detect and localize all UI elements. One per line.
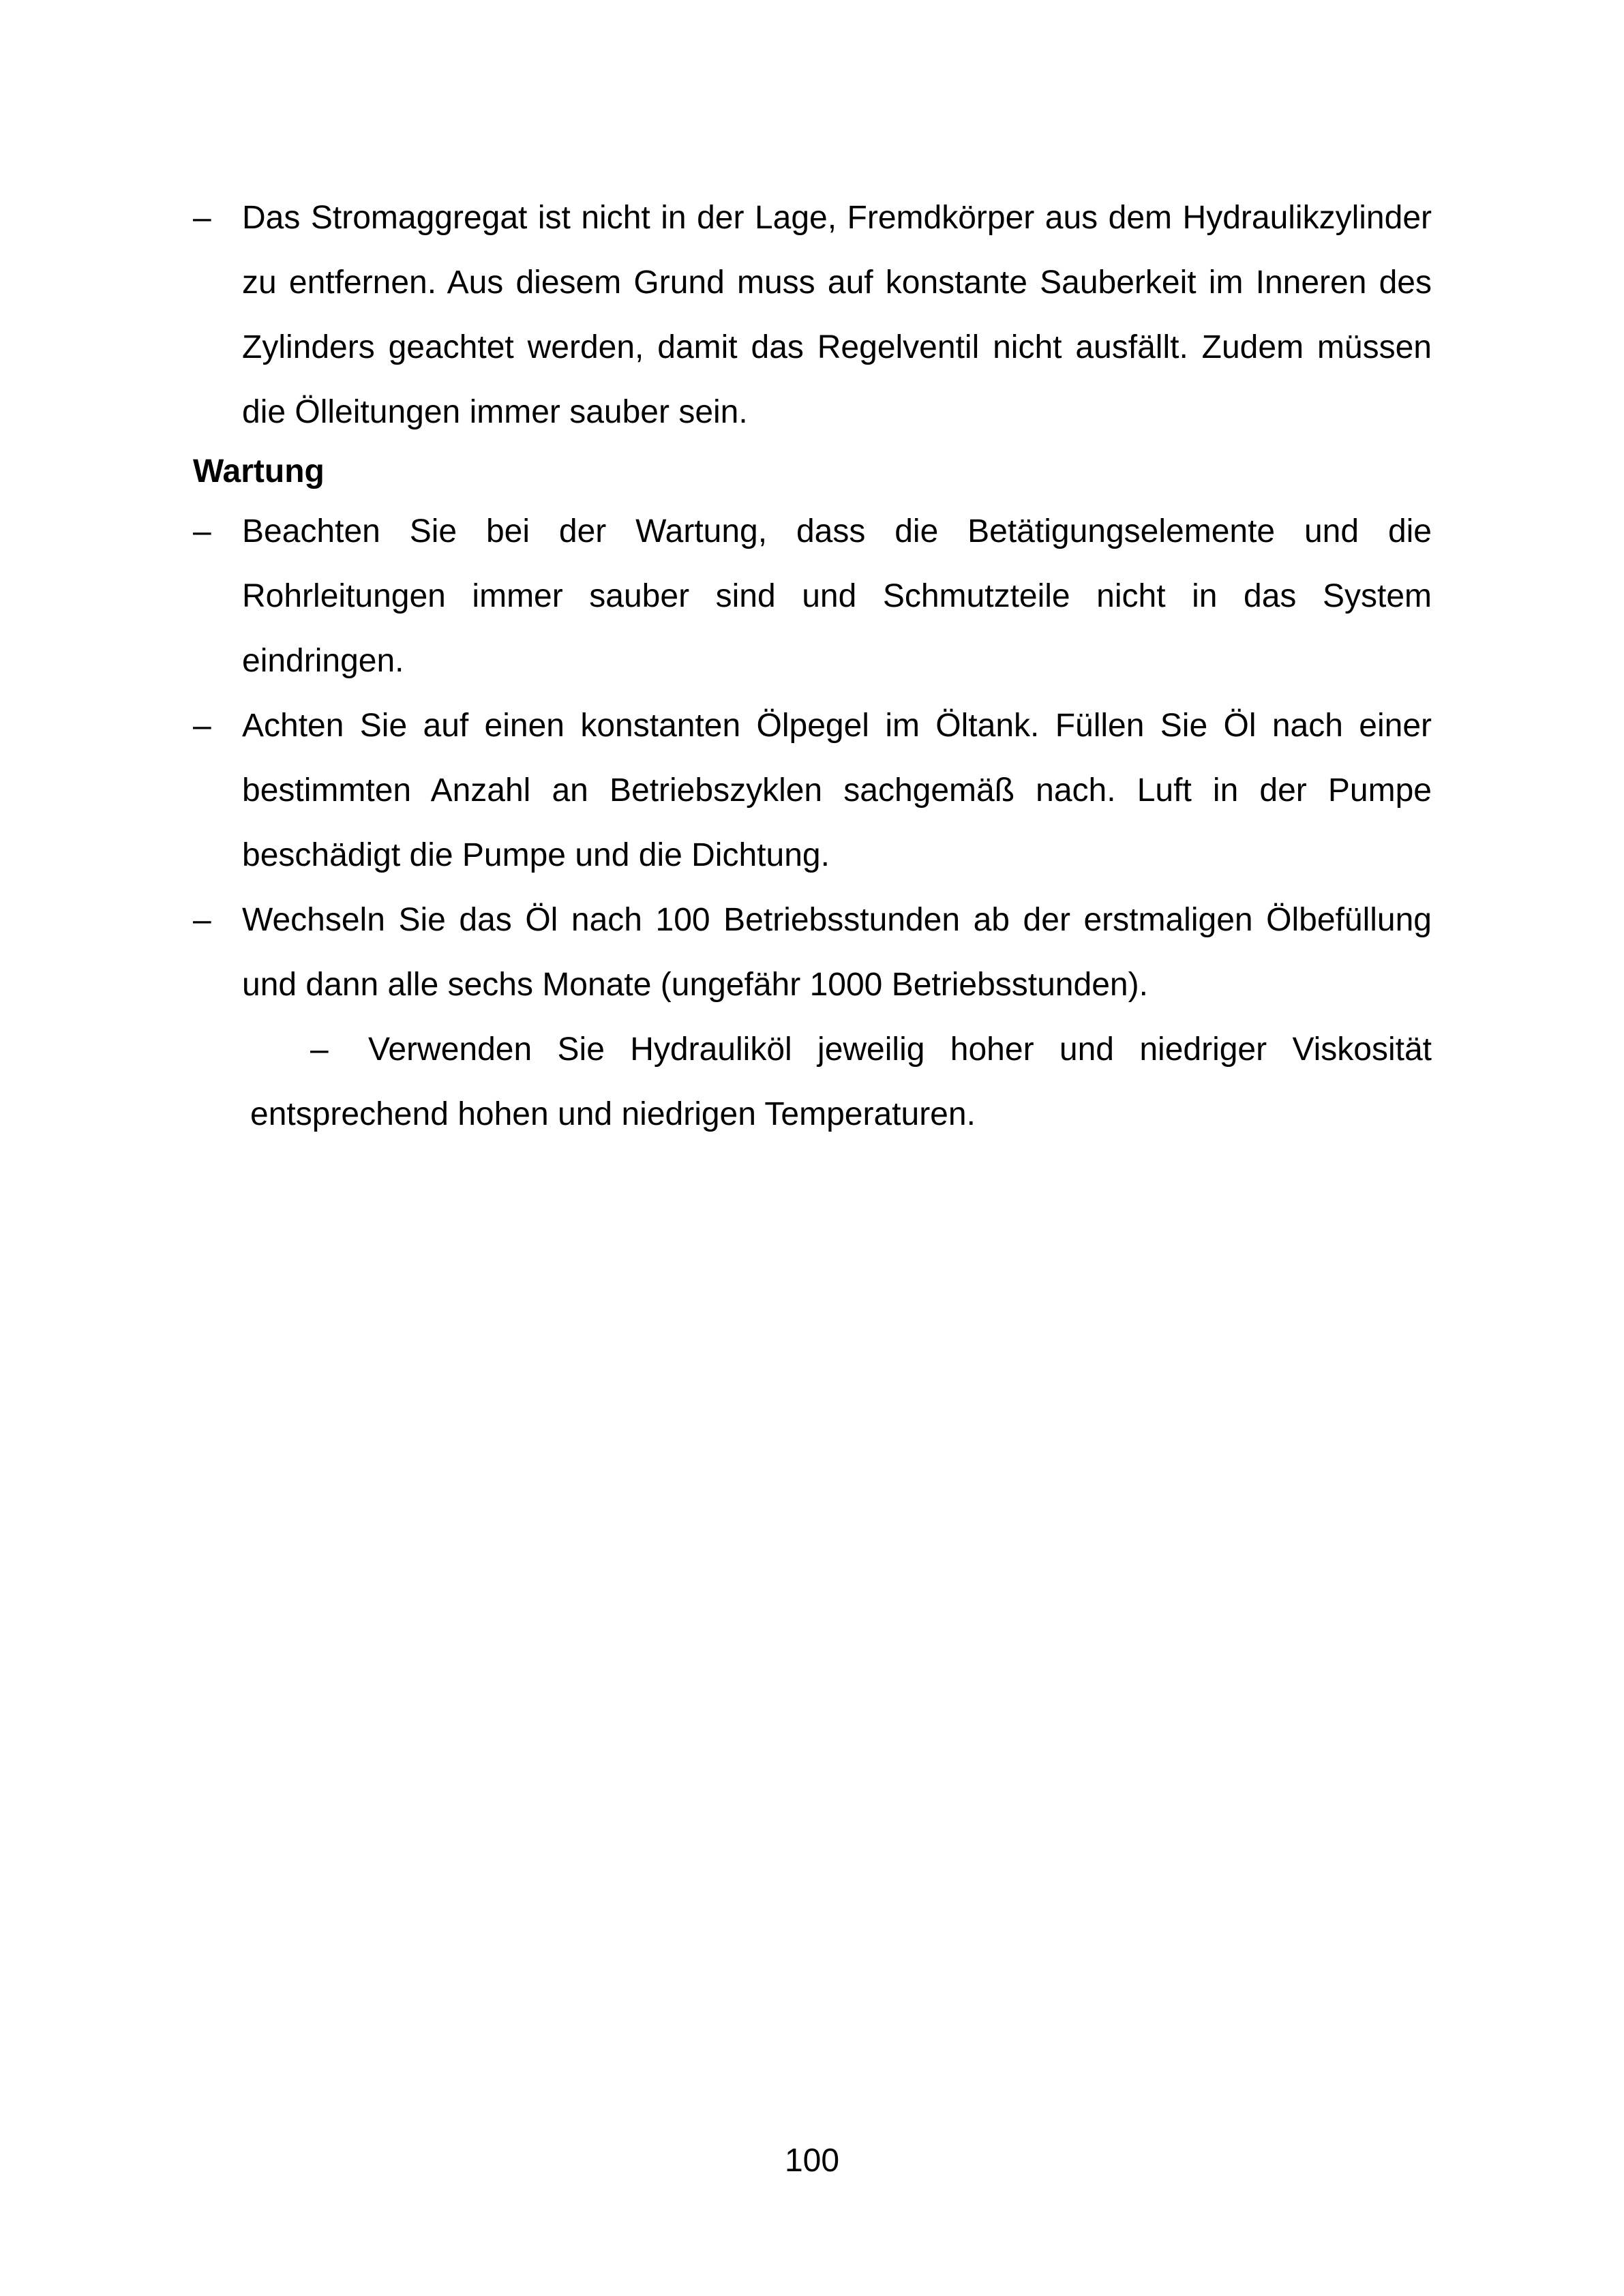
bullet-dash: – [193,513,211,549]
bullet-text: Wechseln Sie das Öl nach 100 Betriebsstunden ab der erstmaligen Ölbefüllung und dann alle sechs Monate (ungefähr 1000 Betriebsstunden). [242,902,1432,1003]
bullet-dash: – [193,200,211,236]
bullet-text: Das Stromaggregat ist nicht in der Lage, Fremdkörper aus dem Hydraulikzylinder zu entfernen. Aus diesem Grund muss auf konstante Sauberkeit im Inneren des Zylinders geachtet werden, damit das Regelventil nicht ausfällt. Zudem müssen die Ölleitungen immer sauber sein. [242,200,1432,430]
bullet-item [193,888,1432,1017]
bullet-dash: – [310,1031,329,1068]
bullet-dash: – [193,902,211,938]
document-content [193,185,1432,1147]
page-number: 100 [784,2143,840,2179]
bullet-item [193,185,1432,444]
bullet-dash: – [193,708,211,744]
bullet-text: Beachten Sie bei der Wartung, dass die Betätigungselemente und die Rohrleitungen immer sauber sind und Schmutzteile nicht in das System eindringen. [242,513,1432,679]
bullet-text: Achten Sie auf einen konstanten Ölpegel im Öltank. Füllen Sie Öl nach einer bestimmten Anzahl an Betriebszyklen sachgemäß nach. Luft in der Pumpe beschädigt die Pumpe und die Dichtung. [242,708,1432,873]
bullet-item [193,499,1432,693]
bullet-text: Verwenden Sie Hydrauliköl jeweilig hoher und niedriger Viskosität entsprechend hohen und niedrigen Temperaturen. [250,1031,1432,1132]
sub-bullet-item [193,1017,1432,1147]
section-heading: Wartung [193,453,325,489]
bullet-item [193,693,1432,888]
